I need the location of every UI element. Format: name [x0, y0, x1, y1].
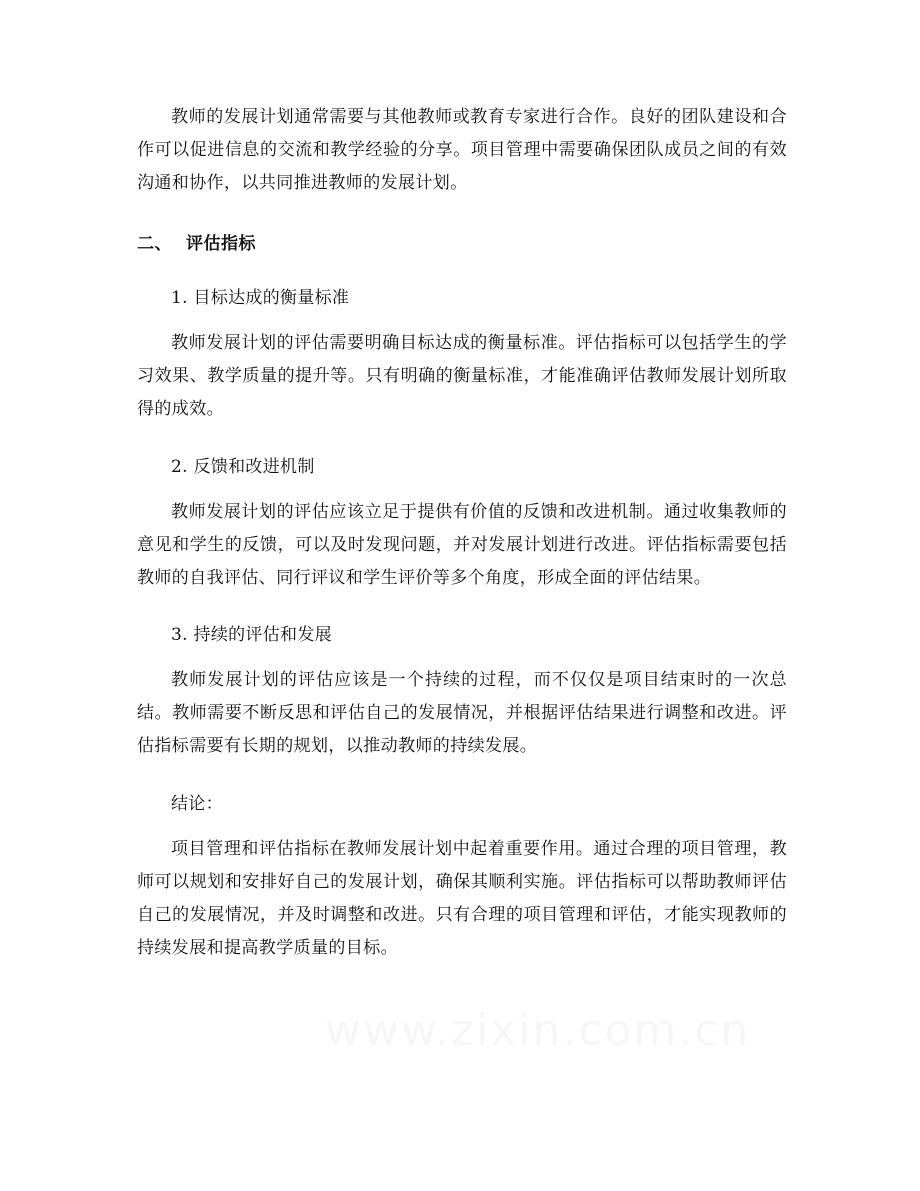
paragraph-2: 教师发展计划的评估应该立足于提供有价值的反馈和改进机制。通过收集教师的意见和学生的反馈，可以及时发现问题，并对发展计划进行改进。评估指标需要包括教师的自我评估、同行评议和学生评价等多个角度，形成全面的评估结果。: [137, 502, 787, 588]
section-title: 评估指标: [186, 234, 256, 254]
watermark: [325, 1005, 750, 1056]
section-number: 二、: [137, 234, 172, 254]
subheading-3: 3. 持续的评估和发展: [171, 625, 332, 645]
conclusion-label: 结论：: [171, 794, 223, 814]
intro-paragraph: 教师的发展计划通常需要与其他教师或教育专家进行合作。良好的团队建设和合作可以促进信息的交流和教学经验的分享。项目管理中需要确保团队成员之间的有效沟通和协作，以共同推进教师的发展计划。: [137, 107, 787, 193]
subheading-2: 2. 反馈和改进机制: [171, 457, 315, 477]
paragraph-1: 教师发展计划的评估需要明确目标达成的衡量标准。评估指标可以包括学生的学习效果、教学质量的提升等。只有明确的衡量标准，才能准确评估教师发展计划所取得的成效。: [137, 333, 787, 419]
subheading-1: 1. 目标达成的衡量标准: [171, 288, 350, 308]
section-heading: [137, 229, 256, 254]
paragraph-3: 教师发展计划的评估应该是一个持续的过程，而不仅仅是项目结束时的一次总结。教师需要不断反思和评估自己的发展情况，并根据评估结果进行调整和改进。评估指标需要有长期的规划，以推动教师的持续发展。: [137, 670, 787, 756]
conclusion-paragraph: 项目管理和评估指标在教师发展计划中起着重要作用。通过合理的项目管理，教师可以规划和安排好自己的发展计划，确保其顺利实施。评估指标可以帮助教师评估自己的发展情况，并及时调整和改进。只有合理的项目管理和评估，才能实现教师的持续发展和提高教学质量的目标。: [137, 839, 787, 958]
